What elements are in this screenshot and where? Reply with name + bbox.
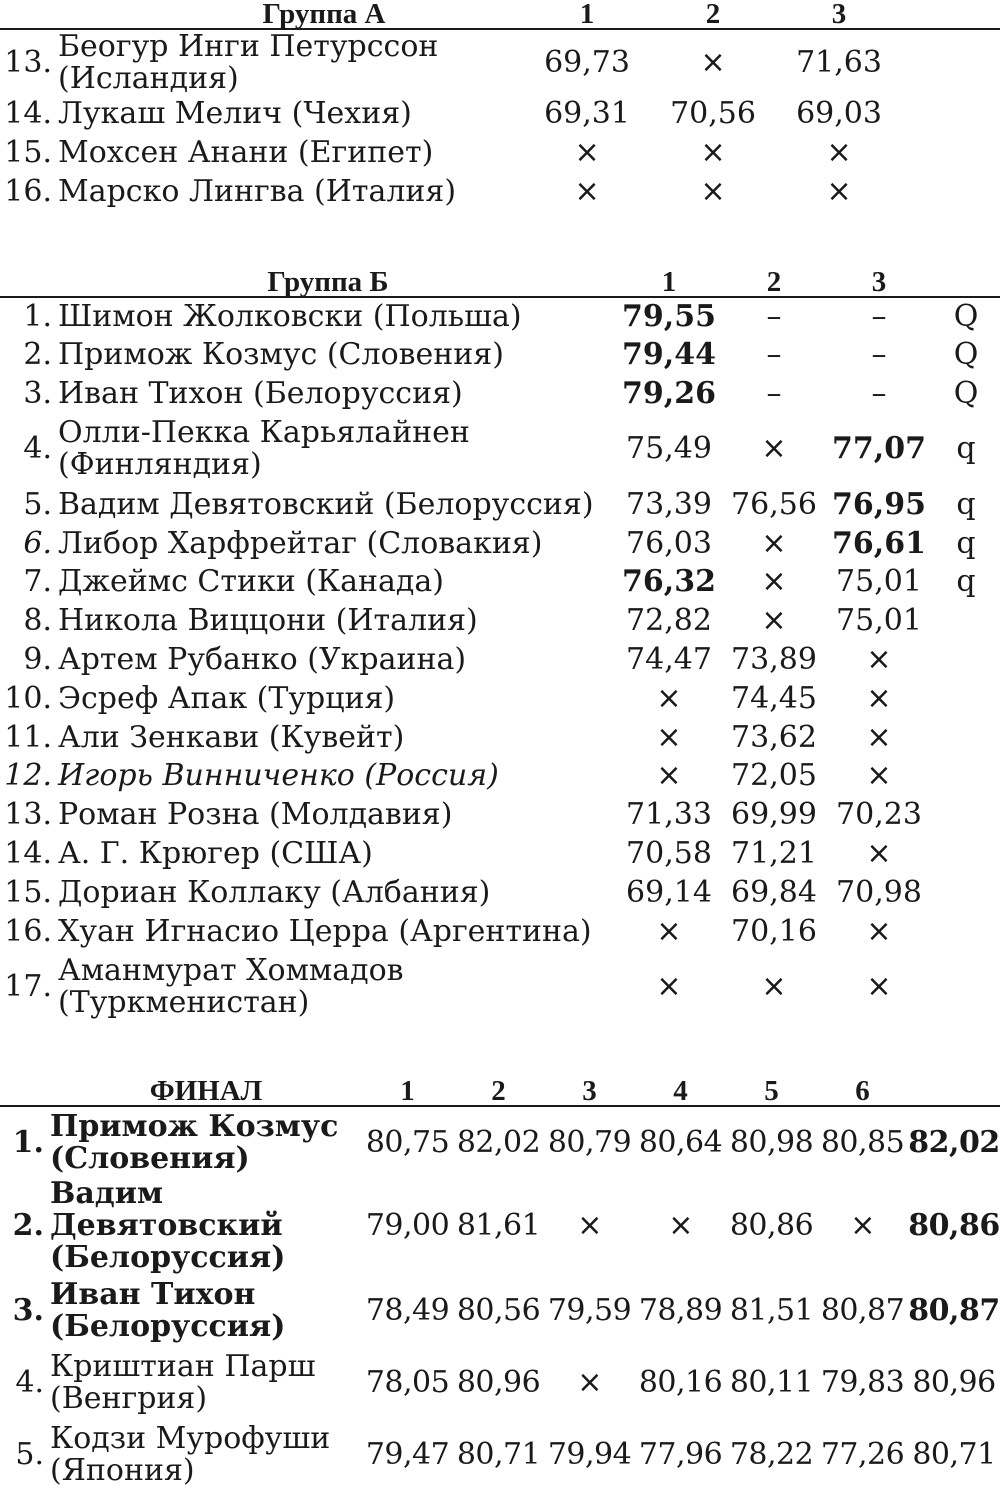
table-row [0,485,1000,524]
qualification-mark: q [956,525,976,561]
final-col-4: 4 [635,1077,726,1106]
table-row [0,172,1000,211]
table-row [0,413,1000,485]
table-row [0,95,1000,133]
group-b-section [0,268,1000,1023]
group-a-header [0,0,1000,29]
athlete-name: Али Зенкави (Кувейт) [58,719,405,755]
place: 2. [23,337,52,373]
attempt-2: × [700,44,726,80]
attempt-1: 69,14 [626,874,712,910]
athlete-name: Джеймс Стики (Канада) [58,564,444,600]
final-title: ФИНАЛ [0,1077,362,1106]
attempt-1: 75,49 [626,431,712,467]
attempt-1: × [656,680,682,716]
attempt-1: 69,31 [544,96,630,131]
table-row [0,1347,1000,1419]
best-result: 80,87 [908,1292,1000,1328]
attempt-2: × [761,431,787,467]
attempt-3: – [871,375,887,411]
attempt-2: × [700,173,726,209]
attempt-2: 70,16 [731,913,817,949]
table-row [0,1178,1000,1274]
attempt-2: 80,71 [456,1437,541,1473]
qualification-mark [932,796,1000,835]
place: 9. [23,641,52,677]
athlete-name: Олли-Пекка Карьялайнен (Финляндия) [58,415,470,483]
attempt-3: 71,63 [796,44,882,80]
best-result: 80,86 [908,1208,1000,1244]
table-row [0,873,1000,912]
attempt-3: × [866,835,892,871]
qualification-mark [932,679,1000,718]
qualification-mark [932,873,1000,912]
attempt-2: 74,45 [731,680,817,716]
place: 10. [4,680,52,716]
final-header [0,1077,1000,1106]
attempt-1: × [656,758,682,794]
final-col-2: 2 [453,1077,544,1106]
qualification-mark: Q [953,298,979,334]
table-row [0,375,1000,414]
attempt-2: 71,21 [731,835,817,871]
attempt-2: 80,96 [456,1364,541,1400]
attempt-5: 78,22 [729,1437,814,1473]
athlete-name: Марско Лингва (Италия) [58,173,457,209]
attempt-3: × [577,1364,602,1400]
place: 15. [4,134,52,170]
attempt-1: 72,82 [626,603,712,639]
best-result: 80,71 [912,1437,996,1473]
athlete-name: А. Г. Крюгер (США) [58,835,373,871]
athlete-name: Примож Козмус (Словения) [50,1108,339,1176]
athlete-name: Примож Козмус (Словения) [58,337,504,373]
place: 13. [4,797,52,833]
attempt-1: 69,73 [544,44,630,80]
athlete-name: Беогур Инги Петурссон (Исландия) [58,28,439,96]
attempt-2: 69,99 [731,797,817,833]
attempt-4: 78,89 [638,1292,723,1328]
qualification-mark [932,912,1000,951]
group-b-col-3: 3 [826,268,932,297]
group-a-col-3: 3 [780,0,898,29]
athlete-name: Вадим Девятовский (Белоруссия) [50,1176,286,1276]
attempt-2: × [761,564,787,600]
place: 14. [4,96,52,131]
qualification-mark: Q [953,337,979,373]
attempt-3: × [866,680,892,716]
table-row [0,29,1000,95]
group-a-table [0,0,1000,211]
group-b-table [0,268,1000,1023]
attempt-1: × [656,968,682,1004]
place: 6. [23,525,52,561]
attempt-1: 79,47 [365,1437,450,1473]
table-row [0,835,1000,874]
place: 5. [15,1437,44,1473]
attempt-3: 75,01 [836,603,922,639]
attempt-5: 80,11 [729,1364,814,1400]
attempt-6: 80,87 [820,1292,905,1328]
athlete-name: Артем Рубанко (Украина) [58,641,467,677]
attempt-2: × [761,525,787,561]
best-result: 82,02 [908,1124,1000,1160]
place: 4. [15,1364,44,1400]
qualification-mark [932,835,1000,874]
table-row [0,912,1000,951]
attempt-2: × [700,134,726,170]
attempt-2: 82,02 [456,1124,541,1160]
group-b-header [0,268,1000,297]
place: 16. [4,913,52,949]
attempt-2: × [761,968,787,1004]
athlete-name: Шимон Жолковски (Польша) [58,298,522,334]
table-row [0,524,1000,563]
table-row [0,602,1000,641]
group-b-col-1: 1 [616,268,722,297]
attempt-5: 81,51 [729,1292,814,1328]
qualification-mark: q [956,431,976,467]
attempt-2: 76,56 [731,486,817,522]
group-b-col-2: 2 [722,268,826,297]
attempt-3: × [577,1208,602,1244]
qualification-mark [932,718,1000,757]
attempt-1: 80,75 [365,1124,450,1160]
attempt-2: 80,56 [456,1292,541,1328]
qualification-mark [932,602,1000,641]
attempt-3: × [826,134,852,170]
attempt-3: 76,61 [832,525,926,561]
final-col-3: 3 [544,1077,635,1106]
final-col-5: 5 [726,1077,817,1106]
place: 5. [23,486,52,522]
place: 3. [23,375,52,411]
attempt-1: 76,32 [622,564,716,600]
attempt-5: 80,86 [729,1208,814,1244]
attempt-2: 70,56 [670,96,756,131]
table-row [0,951,1000,1023]
athlete-name: Роман Розна (Молдавия) [58,797,453,833]
attempt-1: 79,00 [365,1208,450,1244]
qualification-mark [932,951,1000,1023]
place: 4. [23,431,52,467]
attempt-4: 77,96 [638,1437,723,1473]
group-b-body [0,297,1000,1023]
attempt-3: 76,95 [832,486,926,522]
group-a-section [0,0,1000,211]
final-col-1: 1 [362,1077,453,1106]
athlete-name: Иван Тихон (Белоруссия) [50,1276,286,1344]
attempt-3: – [871,298,887,334]
attempt-3: × [866,719,892,755]
table-row [0,679,1000,718]
place: 3. [12,1292,44,1328]
attempt-3: 70,98 [836,874,922,910]
final-col-6: 6 [817,1077,908,1106]
attempt-1: 79,55 [622,298,716,334]
attempt-2: 72,05 [731,758,817,794]
attempt-3: – [871,337,887,373]
table-row [0,757,1000,796]
attempt-3: 79,59 [547,1292,632,1328]
table-row [0,336,1000,375]
athlete-name: Кодзи Мурофуши (Япония) [50,1421,331,1489]
place: 7. [23,564,52,600]
attempt-2: – [766,375,782,411]
athlete-name: Либор Харфрейтаг (Словакия) [58,525,543,561]
best-result: 80,96 [912,1364,996,1400]
final-section [0,1077,1000,1492]
attempt-1: 70,58 [626,835,712,871]
table-row [0,796,1000,835]
athlete-name: Никола Виццони (Италия) [58,603,478,639]
place: 15. [4,874,52,910]
attempt-2: 81,61 [456,1208,541,1244]
athlete-name: Криштиан Парш (Венгрия) [50,1348,316,1416]
table-row [0,1419,1000,1491]
attempt-1: 76,03 [626,525,712,561]
group-b-title: Группа Б [0,268,616,297]
table-row [0,297,1000,336]
attempt-4: × [668,1208,693,1244]
attempt-2: × [761,603,787,639]
place: 2. [12,1208,44,1244]
attempt-2: – [766,298,782,334]
table-row [0,563,1000,602]
athlete-name: Вадим Девятовский (Белоруссия) [58,486,594,522]
attempt-3: × [826,173,852,209]
athlete-name: Хуан Игнасио Церра (Аргентина) [58,913,592,949]
attempt-3: × [866,968,892,1004]
attempt-4: 80,64 [638,1124,723,1160]
final-table [0,1077,1000,1492]
group-a-title: Группа А [0,0,528,29]
attempt-6: 80,85 [820,1124,905,1160]
athlete-name: Дориан Коллаку (Албания) [58,874,491,910]
qualification-mark [932,641,1000,680]
attempt-1: 74,47 [626,641,712,677]
table-row [0,133,1000,172]
attempt-6: 79,83 [820,1364,905,1400]
athlete-name: Аманмурат Хоммадов (Туркменистан) [58,952,404,1020]
attempt-1: × [574,134,600,170]
attempt-3: 80,79 [547,1124,632,1160]
attempt-5: 80,98 [729,1124,814,1160]
attempt-3: 70,23 [836,797,922,833]
place: 8. [23,603,52,639]
attempt-3: × [866,913,892,949]
attempt-1: 78,49 [365,1292,450,1328]
attempt-1: 73,39 [626,486,712,522]
qualification-mark [932,757,1000,796]
athlete-name: Игорь Винниченко (Россия) [58,758,499,794]
attempt-2: 69,84 [731,874,817,910]
qualification-mark: Q [953,375,979,411]
attempt-2: 73,62 [731,719,817,755]
final-body [0,1106,1000,1492]
attempt-1: × [574,173,600,209]
place: 11. [4,719,52,755]
place: 16. [4,173,52,209]
place: 1. [12,1124,44,1160]
attempt-6: 77,26 [820,1437,905,1473]
qualification-mark: q [956,486,976,522]
attempt-3: 75,01 [836,564,922,600]
attempt-1: 71,33 [626,797,712,833]
table-row [0,1106,1000,1178]
table-row [0,1274,1000,1346]
athlete-name: Лукаш Мелич (Чехия) [58,96,412,131]
attempt-3: 77,07 [832,431,926,467]
place: 17. [4,968,52,1004]
attempt-1: 79,26 [622,375,716,411]
table-row [0,641,1000,680]
athlete-name: Иван Тихон (Белоруссия) [58,375,463,411]
attempt-1: × [656,719,682,755]
group-a-col-1: 1 [528,0,646,29]
place: 12. [4,758,52,794]
attempt-4: 80,16 [638,1364,723,1400]
table-row [0,718,1000,757]
attempt-1: 78,05 [365,1364,450,1400]
place: 1. [23,298,52,334]
attempt-3: × [866,758,892,794]
place: 14. [4,835,52,871]
group-a-col-2: 2 [646,0,780,29]
athlete-name: Эсреф Апак (Турция) [58,680,396,716]
athlete-name: Мохсен Анани (Египет) [58,134,434,170]
attempt-1: 79,44 [622,337,716,373]
place: 13. [4,44,52,80]
attempt-2: 73,89 [731,641,817,677]
attempt-2: – [766,337,782,373]
attempt-3: × [866,641,892,677]
attempt-3: 69,03 [796,96,882,131]
attempt-6: × [850,1208,875,1244]
attempt-3: 79,94 [547,1437,632,1473]
qualification-mark: q [956,564,976,600]
attempt-1: × [656,913,682,949]
